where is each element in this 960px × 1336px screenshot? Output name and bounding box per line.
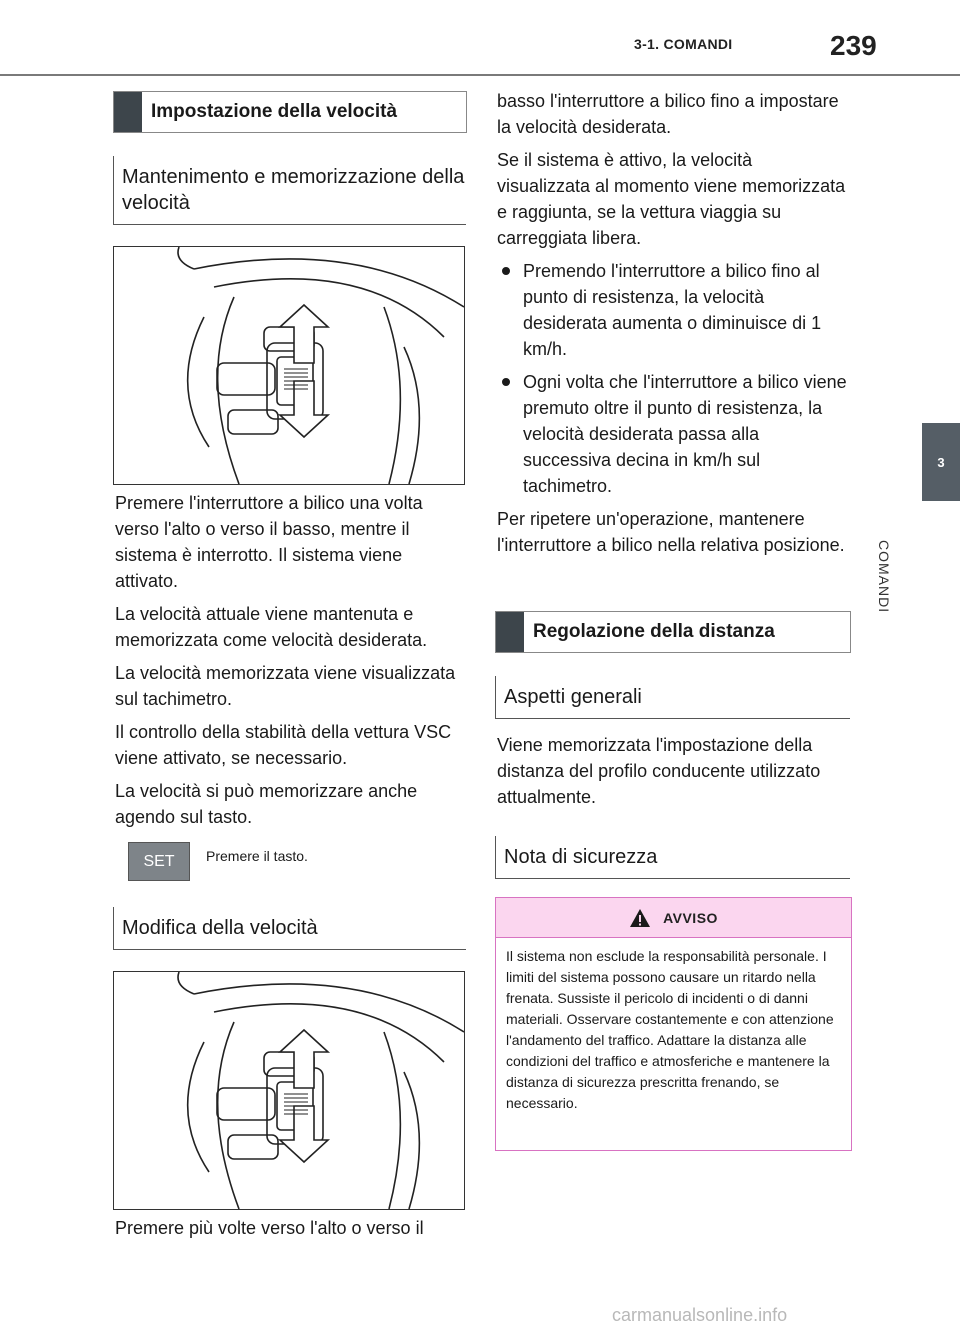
warning-title: AVVISO [663, 909, 718, 926]
page-number: 239 [830, 30, 877, 61]
heading-distance-adjustment [495, 611, 851, 653]
set-button: SET [128, 842, 190, 881]
paragraph: Se il sistema è attivo, la velocità visualizzata al momento viene memorizzata e raggiunta, se la vettura viaggia su carreggiata libera. [497, 150, 846, 248]
figure-rocker-switch-2 [113, 971, 465, 1210]
steering-wheel-switch-icon [114, 972, 464, 1209]
header-rule [0, 74, 960, 76]
heading-bar [114, 92, 142, 132]
watermark: carmanualsonline.info [612, 1305, 788, 1325]
paragraph: La velocità si può memorizzare anche agendo sul tasto. [115, 781, 418, 827]
heading-bar [496, 612, 524, 652]
warning-triangle-icon [629, 908, 651, 928]
paragraph: Per ripetere un'operazione, mantenere l'interruttore a bilico nella relativa posizione. [497, 509, 845, 555]
warning-text: Il sistema non esclude la responsabilità personale. I limiti del sistema possono causare un ritardo nella frenata. Sussiste il pericolo di incidenti o di danni materiali. Osservare costantemente e con attenzione l'andamento del traffico. Adattare la distanza alle condizioni del traffico e atmosferiche e mantenere la distanza di sicurezza prescritta frenando, se necessario. [506, 948, 834, 1111]
subhead-general-aspects: Aspetti generali [495, 676, 850, 719]
right-paragraph-group-2 [497, 732, 847, 817]
heading-text: Impostazione della velocità [151, 101, 398, 122]
steering-wheel-switch-icon [114, 247, 464, 484]
set-caption: Premere il tasto. [206, 848, 308, 864]
paragraph: Il controllo della stabilità della vettura VSC viene attivato, se necessario. [115, 722, 452, 768]
chapter-tab: 3 [922, 423, 960, 501]
left-paragraph-continued [115, 1215, 465, 1248]
paragraph: La velocità memorizzata viene visualizzata sul tachimetro. [115, 663, 456, 709]
paragraph: Viene memorizzata l'impostazione della distanza del profilo conducente utilizzato attualmente. [497, 735, 821, 807]
warning-box [495, 897, 852, 1151]
running-header-section: 3-1. COMANDI [634, 36, 733, 52]
chapter-tab-label: COMANDI [876, 540, 892, 614]
subhead-speed-change: Modifica della velocità [113, 907, 466, 950]
bullet-item: Premendo l'interruttore a bilico fino al punto di resistenza, la velocità desiderata aumenta o diminuisce di 1 km/h. [497, 258, 847, 362]
subhead-safety-note: Nota di sicurezza [495, 836, 850, 879]
paragraph: basso l'interruttore a bilico fino a impostare la velocità desiderata. [497, 91, 839, 137]
paragraph: Premere l'interruttore a bilico una volta verso l'alto o verso il basso, mentre il sistema è interrotto. Il sistema viene attivato. [115, 493, 423, 591]
paragraph: Premere più volte verso l'alto o verso il [115, 1218, 424, 1238]
paragraph: La velocità attuale viene mantenuta e memorizzata come velocità desiderata. [115, 604, 428, 650]
bullet-item: Ogni volta che l'interruttore a bilico viene premuto oltre il punto di resistenza, la velocità desiderata passa alla successiva decina in km/h sul tachimetro. [497, 369, 847, 499]
heading-speed-setting [113, 91, 467, 133]
subhead-maintain-memorize: Mantenimento e memorizzazione della velocità [113, 156, 466, 225]
right-paragraph-group-1 [497, 88, 847, 565]
heading-text: Regolazione della distanza [533, 621, 775, 642]
figure-rocker-switch-1 [113, 246, 465, 485]
left-paragraph-group-1 [115, 490, 465, 837]
warning-header [496, 898, 851, 938]
